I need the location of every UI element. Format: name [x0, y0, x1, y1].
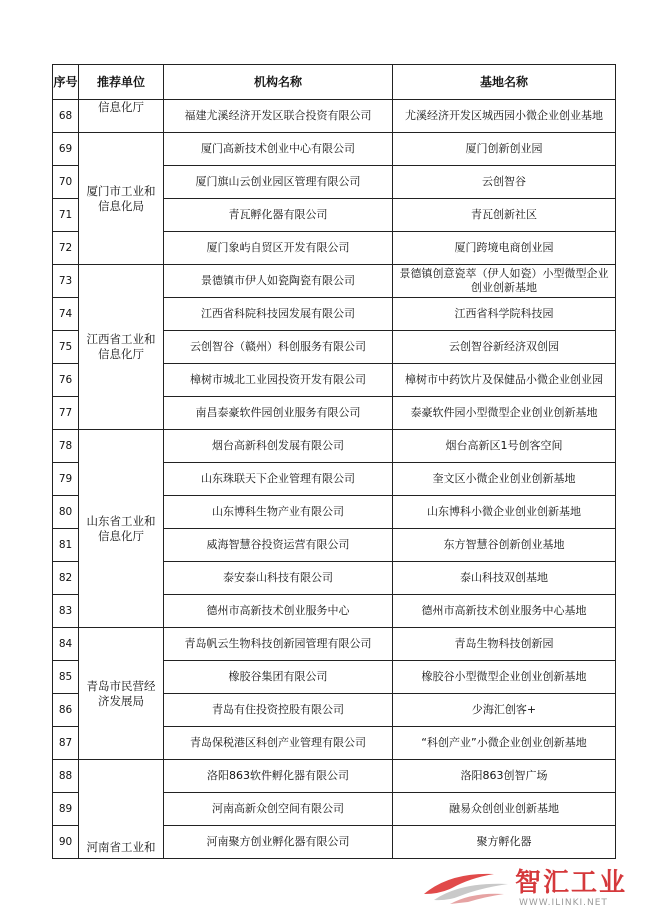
base-name: 聚方孵化器: [393, 826, 616, 859]
base-name: 厦门创新创业园: [393, 133, 616, 166]
row-number: 71: [53, 199, 79, 232]
organization-name: 河南聚方创业孵化器有限公司: [164, 826, 393, 859]
table-row: [53, 265, 616, 298]
table-row: [53, 760, 616, 793]
organization-name: 青岛帆云生物科技创新园管理有限公司: [164, 628, 393, 661]
table-body: [53, 100, 616, 859]
base-name: 烟台高新区1号创客空间: [393, 430, 616, 463]
organization-name: 青岛保税港区科创产业管理有限公司: [164, 727, 393, 760]
row-number: 69: [53, 133, 79, 166]
base-name: 橡胶谷小型微型企业创业创新基地: [393, 661, 616, 694]
organization-name: 福建尤溪经济开发区联合投资有限公司: [164, 100, 393, 133]
row-number: 90: [53, 826, 79, 859]
organization-name: 山东博科生物产业有限公司: [164, 496, 393, 529]
organization-name: 烟台高新科创发展有限公司: [164, 430, 393, 463]
watermark-url: WWW.ILINKI.NET: [519, 898, 608, 908]
organization-name: 青岛有住投资控股有限公司: [164, 694, 393, 727]
row-number: 80: [53, 496, 79, 529]
base-name: 厦门跨境电商创业园: [393, 232, 616, 265]
row-number: 86: [53, 694, 79, 727]
base-name: 泰山科技双创基地: [393, 562, 616, 595]
header-base: 基地名称: [393, 65, 616, 100]
base-name: 樟树市中药饮片及保健品小微企业创业园: [393, 364, 616, 397]
recommending-unit: 江西省工业和信息化厅: [79, 265, 164, 430]
table-row: [53, 100, 616, 133]
organization-name: 洛阳863软件孵化器有限公司: [164, 760, 393, 793]
row-number: 74: [53, 298, 79, 331]
organization-name: 云创智谷（赣州）科创服务有限公司: [164, 331, 393, 364]
row-number: 68: [53, 100, 79, 133]
table-row: [53, 133, 616, 166]
organization-name: 山东珠联天下企业管理有限公司: [164, 463, 393, 496]
header-no: 序号: [53, 65, 79, 100]
table-row: [53, 628, 616, 661]
row-number: 85: [53, 661, 79, 694]
institution-table: [52, 64, 616, 859]
recommending-unit: 山东省工业和信息化厅: [79, 430, 164, 628]
base-name: 东方智慧谷创新创业基地: [393, 529, 616, 562]
recommending-unit: 河南省工业和: [79, 760, 164, 859]
row-number: 81: [53, 529, 79, 562]
table-row: [53, 430, 616, 463]
organization-name: 德州市高新技术创业服务中心: [164, 595, 393, 628]
row-number: 87: [53, 727, 79, 760]
row-number: 70: [53, 166, 79, 199]
base-name: 云创智谷: [393, 166, 616, 199]
row-number: 88: [53, 760, 79, 793]
row-number: 75: [53, 331, 79, 364]
table-header-row: [53, 65, 616, 100]
row-number: 73: [53, 265, 79, 298]
row-number: 89: [53, 793, 79, 826]
base-name: 江西省科学院科技园: [393, 298, 616, 331]
recommending-unit: 厦门市工业和信息化局: [79, 133, 164, 265]
header-org: 机构名称: [164, 65, 393, 100]
organization-name: 景德镇市伊人如瓷陶瓷有限公司: [164, 265, 393, 298]
base-name: 景德镇创意瓷萃（伊人如瓷）小型微型企业创业创新基地: [393, 265, 616, 298]
row-number: 72: [53, 232, 79, 265]
base-name: 奎文区小微企业创业创新基地: [393, 463, 616, 496]
row-number: 83: [53, 595, 79, 628]
base-name: 德州市高新技术创业服务中心基地: [393, 595, 616, 628]
base-name: 山东博科小微企业创业创新基地: [393, 496, 616, 529]
organization-name: 河南高新众创空间有限公司: [164, 793, 393, 826]
base-name: 少海汇创客+: [393, 694, 616, 727]
recommending-unit: 青岛市民营经济发展局: [79, 628, 164, 760]
base-name: 洛阳863创智广场: [393, 760, 616, 793]
base-name: 尤溪经济开发区城西园小微企业创业基地: [393, 100, 616, 133]
recommending-unit: 信息化厅: [79, 100, 164, 133]
row-number: 77: [53, 397, 79, 430]
base-name: 泰豪软件园小型微型企业创业创新基地: [393, 397, 616, 430]
organization-name: 厦门象屿自贸区开发有限公司: [164, 232, 393, 265]
row-number: 76: [53, 364, 79, 397]
row-number: 84: [53, 628, 79, 661]
base-name: 青岛生物科技创新园: [393, 628, 616, 661]
watermark: [420, 862, 640, 918]
organization-name: 南昌泰豪软件园创业服务有限公司: [164, 397, 393, 430]
organization-name: 青瓦孵化器有限公司: [164, 199, 393, 232]
base-name: 云创智谷新经济双创园: [393, 331, 616, 364]
organization-name: 橡胶谷集团有限公司: [164, 661, 393, 694]
organization-name: 泰安泰山科技有限公司: [164, 562, 393, 595]
brand-logo-icon: [420, 864, 512, 906]
base-name: “科创产业”小微企业创业创新基地: [393, 727, 616, 760]
header-unit: 推荐单位: [79, 65, 164, 100]
base-name: 融易众创创业创新基地: [393, 793, 616, 826]
row-number: 82: [53, 562, 79, 595]
watermark-brand: 智汇工业: [515, 868, 628, 898]
organization-name: 厦门旗山云创业园区管理有限公司: [164, 166, 393, 199]
organization-name: 厦门高新技术创业中心有限公司: [164, 133, 393, 166]
organization-name: 樟树市城北工业园投资开发有限公司: [164, 364, 393, 397]
organization-name: 威海智慧谷投资运营有限公司: [164, 529, 393, 562]
base-name: 青瓦创新社区: [393, 199, 616, 232]
organization-name: 江西省科院科技园发展有限公司: [164, 298, 393, 331]
row-number: 79: [53, 463, 79, 496]
row-number: 78: [53, 430, 79, 463]
